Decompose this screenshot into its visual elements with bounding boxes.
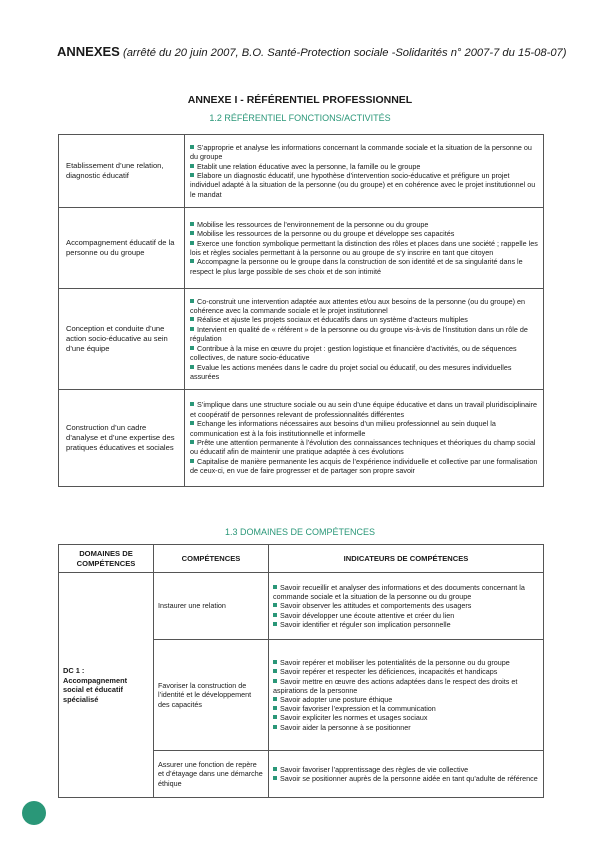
section-title-fonctions: 1.2 RÉFÉRENTIEL FONCTIONS/ACTIVITÉS xyxy=(209,113,391,123)
bullet-square-icon xyxy=(190,145,194,149)
bullet-square-icon xyxy=(273,706,277,710)
table-header-row xyxy=(59,545,544,573)
list-item: Co-construit une intervention adaptée aux attentes et/ou aux besoins de la personne (ou du groupe) en cohérence avec la commande sociale et le projet institutionnel xyxy=(190,296,526,316)
indicators-cell xyxy=(269,573,544,640)
bullet-square-icon xyxy=(190,299,194,303)
bullet-square-icon xyxy=(273,767,277,771)
domain-cell xyxy=(59,573,154,798)
bullet-square-icon xyxy=(190,241,194,245)
list-item: Savoir se positionner auprès de la personne aidée en tant qu’adulte de référence xyxy=(273,774,539,783)
list-item: Savoir repérer et mobiliser les potentialités de la personne ou du groupe xyxy=(273,658,539,667)
list-item: Savoir observer les attitudes et comportements des usagers xyxy=(273,601,539,610)
activites-cell xyxy=(185,135,544,208)
fonctions-activites-table xyxy=(58,134,544,487)
domaines-competences-table xyxy=(58,544,544,798)
bullet-square-icon xyxy=(190,164,194,168)
bullet-square-icon xyxy=(273,715,277,719)
table-row xyxy=(59,390,544,487)
bullet-square-icon xyxy=(190,459,194,463)
page-number-badge xyxy=(22,801,46,825)
list-item: Savoir repérer et respecter les déficiences, incapacités et handicaps xyxy=(273,667,539,676)
bullet-square-icon xyxy=(273,613,277,617)
column-header-domaines: DOMAINES DE COMPÉTENCES xyxy=(59,545,154,573)
domain-name: Accompagnement social et éducatif spécialisé xyxy=(63,675,128,704)
competence-cell: Favoriser la construction de l’identité et le développement des capacités xyxy=(154,640,269,751)
indicators-cell xyxy=(269,751,544,798)
page-header xyxy=(57,44,567,59)
list-item: Savoir aider la personne à se positionner xyxy=(273,723,539,732)
activites-cell xyxy=(185,208,544,289)
competence-cell: Assurer une fonction de repère et d’étayage dans une démarche éthique xyxy=(154,751,269,798)
bullet-square-icon xyxy=(273,603,277,607)
competence-cell: Instaurer une relation xyxy=(154,573,269,640)
list-item: Exerce une fonction symbolique permettant la distinction des rôles et places dans une société ; rappelle les lois et règles sociales permettant à la personne ou au groupe de s’y inscrire en tant que citoyen xyxy=(190,238,538,257)
bullet-square-icon xyxy=(190,402,194,406)
list-item: S’implique dans une structure sociale ou au sein d’une équipe éducative et dans un travail pluridisciplinaire et coopératif de personnes relevant de professionnalités différentes xyxy=(190,400,538,419)
list-item: Evalue les actions menées dans le cadre du projet social ou éducatif, ou des mesures individuelles assurées xyxy=(190,362,512,381)
bullet-square-icon xyxy=(273,679,277,683)
table-row xyxy=(59,208,544,289)
bullet-square-icon xyxy=(273,622,277,626)
bullet-square-icon xyxy=(190,317,194,321)
indicators-cell xyxy=(269,640,544,751)
list-item: S’approprie et analyse les informations concernant la commande sociale et la situation de la personne ou du groupe xyxy=(190,142,532,162)
bullet-square-icon xyxy=(190,421,194,425)
fonction-label: Accompagnement éducatif de la personne ou du groupe xyxy=(59,208,185,289)
list-item: Elabore un diagnostic éducatif, une hypothèse d’intervention socio-éducative et préfigure un projet individuel adapté à la situation de la personne (ou du groupe) et en cohérence avec le projet institutionnel ou le mandat xyxy=(190,171,536,199)
list-item: Savoir adopter une posture éthique xyxy=(273,695,539,704)
bullet-square-icon xyxy=(190,365,194,369)
list-item: Prête une attention permanente à l’évolution des connaissances techniques et théoriques du champ social ou éducatif afin de maintenir une pratique adaptée à ces évolutions xyxy=(190,438,536,457)
list-item: Savoir développer une écoute attentive et créer du lien xyxy=(273,611,539,620)
list-item: Capitalise de manière permanente les acquis de l’expérience individuelle et collective par une formalisation de ceux-ci, en vue de faire progresser et de partager son propre savoir xyxy=(190,456,538,476)
bullet-square-icon xyxy=(190,222,194,226)
header-reference: (arrêté du 20 juin 2007, B.O. Santé-Protection sociale -Solidarités n° 2007-7 du 15-08-07) xyxy=(122,47,567,59)
list-item: Savoir identifier et réguler son implication personnelle xyxy=(273,620,539,629)
table-row xyxy=(59,289,544,390)
bullet-square-icon xyxy=(190,173,194,177)
list-item: Savoir favoriser l’apprentissage des règles de vie collective xyxy=(273,765,539,774)
bullet-square-icon xyxy=(190,259,194,263)
list-item: Echange les informations nécessaires aux besoins d’un milieu professionnel au sein duquel la communication est à la fois institutionnelle et informelle xyxy=(190,419,496,438)
list-item: Savoir expliciter les normes et usages sociaux xyxy=(273,713,539,722)
list-item: Accompagne la personne ou le groupe dans la construction de son identité et de sa singularité dans le respect le plus large possible de ses choix et de son intimité xyxy=(190,257,523,276)
table-row xyxy=(59,135,544,208)
fonction-label: Conception et conduite d’une action socio-éducative au sein d’une équipe xyxy=(59,289,185,390)
list-item: Savoir favoriser l’expression et la communication xyxy=(273,704,539,713)
column-header-indicateurs: INDICATEURS DE COMPÉTENCES xyxy=(269,545,544,573)
bullet-square-icon xyxy=(273,776,277,780)
bullet-square-icon xyxy=(273,669,277,673)
bullet-square-icon xyxy=(190,327,194,331)
activites-cell xyxy=(185,390,544,487)
list-item: Savoir recueillir et analyser des informations et des documents concernant la commande sociale et la situation de la personne ou du groupe xyxy=(273,582,525,602)
bullet-square-icon xyxy=(190,440,194,444)
activites-cell xyxy=(185,289,544,390)
bullet-square-icon xyxy=(190,346,194,350)
list-item: Intervient en qualité de « référent » de la personne ou du groupe vis-à-vis de l’institution dans un rôle de régulation xyxy=(190,324,528,344)
list-item: Etablit une relation éducative avec la personne, la famille ou le groupe xyxy=(190,162,539,171)
fonction-label: Construction d’un cadre d’analyse et d’une expertise des pratiques éducatives et sociales xyxy=(59,390,185,487)
bullet-square-icon xyxy=(190,231,194,235)
list-item: Savoir mettre en œuvre des actions adaptées dans le respect des droits et aspirations de la personne xyxy=(273,676,518,695)
section-title-domaines: 1.3 DOMAINES DE COMPÉTENCES xyxy=(224,527,376,537)
list-item: Contribue à la mise en œuvre du projet : gestion logistique et financière d’activités, ou de séquences collectives, de nature socio-éducative xyxy=(190,343,517,363)
fonction-label: Etablissement d’une relation, diagnostic éducatif xyxy=(59,135,185,208)
header-annexes: ANNEXES xyxy=(57,44,120,59)
bullet-square-icon xyxy=(273,660,277,664)
table-row xyxy=(59,573,544,640)
bullet-square-icon xyxy=(273,585,277,589)
list-item: Réalise et ajuste les projets sociaux et éducatifs dans un système d’acteurs multiples xyxy=(190,315,539,324)
bullet-square-icon xyxy=(273,697,277,701)
bullet-square-icon xyxy=(273,725,277,729)
page-title: ANNEXE I - RÉFÉRENTIEL PROFESSIONNEL xyxy=(187,94,413,106)
list-item: Mobilise les ressources de la personne ou du groupe et développe ses capacités xyxy=(190,229,539,238)
domain-code: DC 1 : xyxy=(63,666,85,675)
column-header-competences: COMPÉTENCES xyxy=(154,545,269,573)
list-item: Mobilise les ressources de l’environnement de la personne ou du groupe xyxy=(190,220,539,229)
